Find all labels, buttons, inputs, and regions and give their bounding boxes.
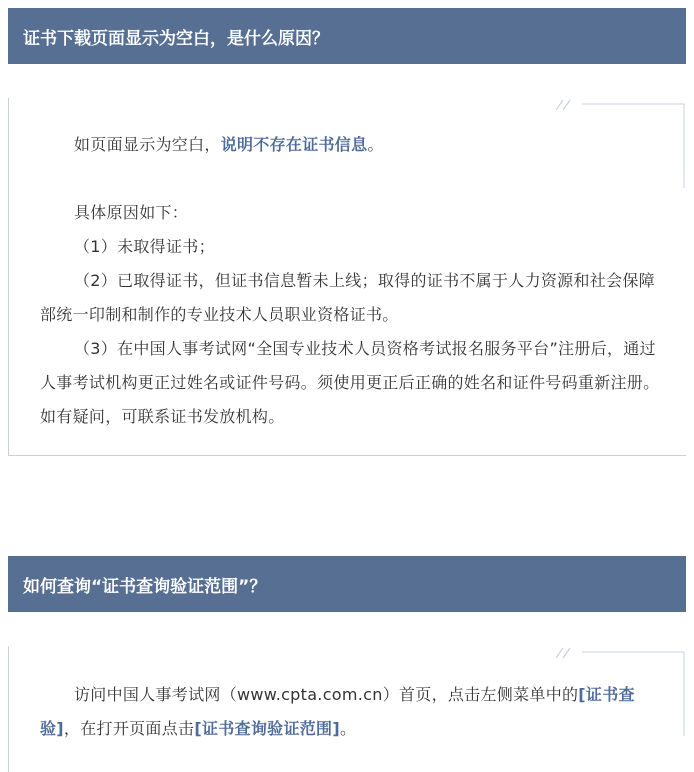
intro-highlight: 说明不存在证书信息	[220, 135, 368, 154]
section1-title: 证书下载页面显示为空白，是什么原因？	[23, 28, 329, 49]
query-suffix: 。	[339, 719, 357, 738]
query-middle: ，在打开页面点击	[63, 719, 195, 738]
reason-3: （3）在中国人事考试网“全国专业技术人员资格考试报名服务平台”注册后，通过人事考试机构更正过姓名或证件号码。须使用更正后正确的姓名和证件号码重新注册。如有疑问，可联系证书发放机构。	[40, 339, 660, 426]
section2-box	[8, 646, 686, 772]
query-paragraph	[40, 678, 660, 746]
intro-suffix: 。	[367, 135, 384, 154]
section1-box	[8, 98, 686, 456]
cert-scope-link: [证书查询验证范围]	[194, 719, 340, 738]
cert-verify-link: [证书查验]	[40, 685, 635, 738]
reason-2: （2）已取得证书，但证书信息暂未上线；取得的证书不属于人力资源和社会保障部统一印制和制作的专业技术人员职业资格证书。	[40, 271, 655, 324]
query-prefix: 访问中国人事考试网（www.cpta.com.cn）首页，点击左侧菜单中的	[74, 685, 579, 704]
section2-title: 如何查询“证书查询验证范围”？	[23, 576, 267, 597]
section1-header	[8, 8, 686, 64]
intro-prefix: 如页面显示为空白，	[74, 135, 221, 154]
section2-header	[8, 556, 686, 612]
intro-paragraph	[40, 128, 660, 162]
reason-1: （1）未取得证书；	[74, 237, 215, 256]
reasons-label: 具体原因如下：	[74, 203, 189, 222]
